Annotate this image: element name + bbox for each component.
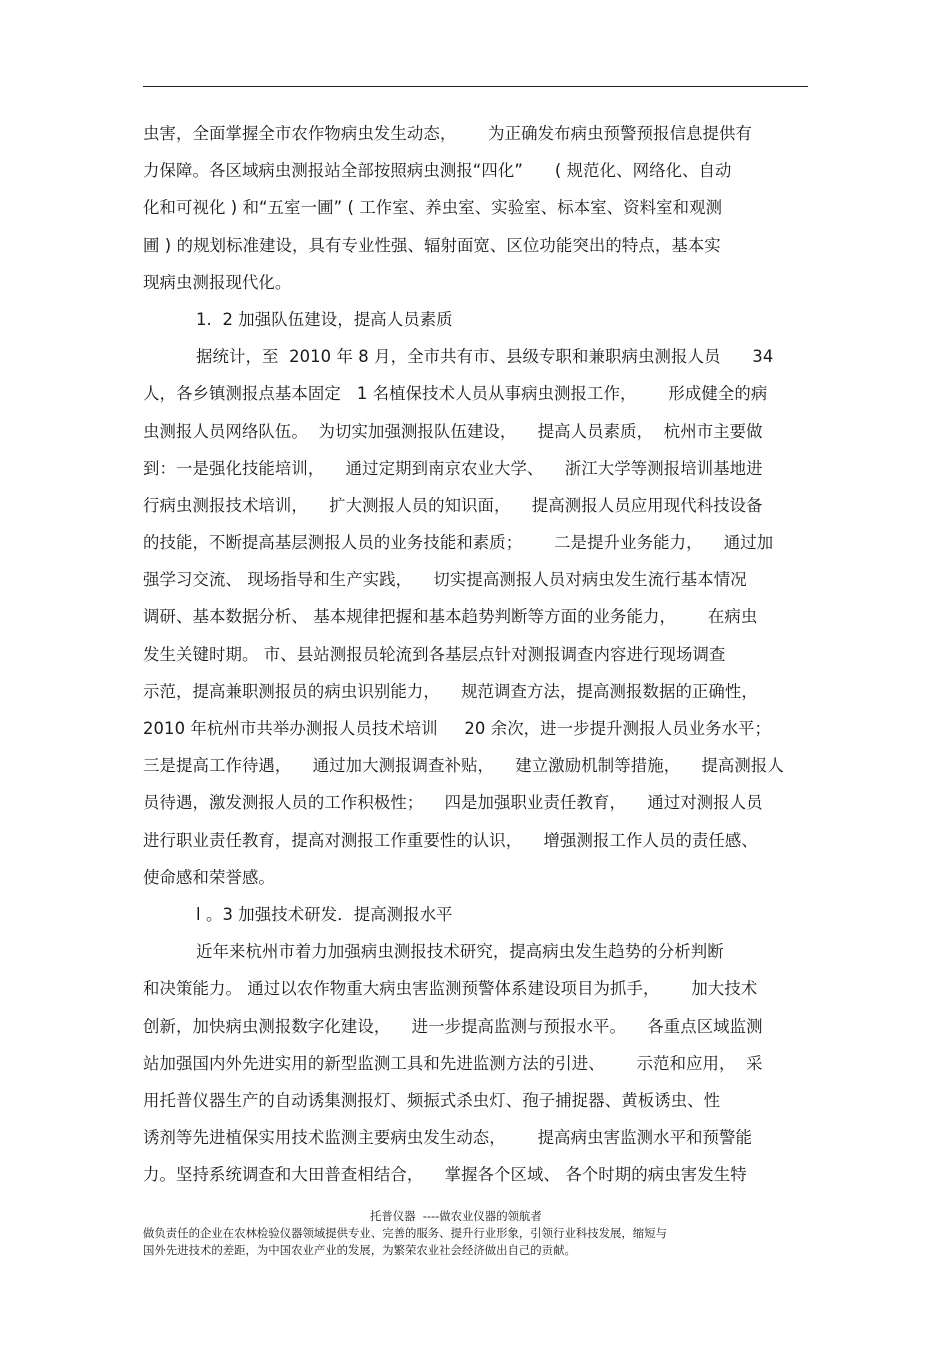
text-line: 的技能，不断提高基层测报人员的业务技能和素质； 二是提升业务能力， 通过加 — [143, 533, 774, 553]
text-line: 进行职业责任教育，提高对测报工作重要性的认识， 增强测报工作人员的责任感、 — [143, 830, 758, 850]
text-line: 发生关键时期。 市、县站测报员轮流到各基层点针对测报调查内容进行现场调查 — [143, 644, 726, 664]
text-line: 站加强国内外先进实用的新型监测工具和先进监测方法的引进、 示范和应用， 采 — [143, 1053, 763, 1073]
text-line: 示范，提高兼职测报员的病虫识别能力， 规范调查方法，提高测报数据的正确性， — [143, 681, 758, 701]
text-line: 用托普仪器生产的自动诱集测报灯、频振式杀虫灯、孢子捕捉器、黄板诱虫、性 — [143, 1090, 721, 1110]
text-line: 力保障。各区域病虫测报站全部按照病虫测报“四化” ( 规范化、网络化、自动 — [143, 161, 732, 181]
text-line: 调研、基本数据分析、 基本规律把握和基本趋势判断等方面的业务能力， 在病虫 — [143, 607, 758, 627]
text-line: 创新，加快病虫测报数字化建设， 进一步提高监测与预报水平。 各重点区域监测 — [143, 1016, 763, 1036]
text-line: 到：一是强化技能培训， 通过定期到南京农业大学、 浙江大学等测报培训基地进 — [143, 458, 763, 478]
document-body — [143, 115, 808, 1193]
text-line: 人，各乡镇测报点基本固定 1 名植保技术人员从事病虫测报工作， 形成健全的病 — [143, 384, 768, 404]
text-line: 虫测报人员网络队伍。 为切实加强测报队伍建设， 提高人员素质， 杭州市主要做 — [143, 421, 763, 441]
header-rule — [143, 86, 808, 87]
text-line: 诱剂等先进植保实用技术监测主要病虫发生动态， 提高病虫害监测水平和预警能 — [143, 1128, 753, 1148]
text-line: 化和可视化 ) 和“五室一圃” ( 工作室、养虫室、实验室、标本室、资料室和观测 — [143, 198, 723, 218]
footer-slogan-line: 做负责任的企业在农林检验仪器领域提供专业、完善的服务、提升行业形象，引领行业科技发展，缩短与 — [143, 1226, 667, 1240]
text-line: 三是提高工作待遇， 通过加大测报调查补贴， 建立激励机制等措施， 提高测报人 — [143, 756, 784, 776]
text-line: 强学习交流、 现场指导和生产实践， 切实提高测报人员对病虫发生流行基本情况 — [143, 570, 747, 590]
text-line: 据统计，至 2010 年 8 月，全市共有市、县级专职和兼职病虫测报人员 34 — [196, 347, 774, 367]
text-line: 现病虫测报现代化。 — [143, 272, 292, 292]
text-line: 近年来杭州市着力加强病虫测报技术研究，提高病虫发生趋势的分析判断 — [196, 942, 724, 962]
text-line: 使命感和荣誉感。 — [143, 867, 275, 887]
text-line: 2010 年杭州市共举办测报人员技术培训 20 余次，进一步提升测报人员业务水平； — [143, 719, 772, 738]
text-line: 员待遇，激发测报人员的工作积极性； 四是加强职业责任教育， 通过对测报人员 — [143, 793, 763, 813]
text-line: 虫害，全面掌握全市农作物病虫发生动态， 为正确发布病虫预警预报信息提供有 — [143, 124, 753, 143]
text-line: 和决策能力。 通过以农作物重大病虫害监测预警体系建设项目为抓手， 加大技术 — [143, 979, 758, 999]
section-heading: l 。3 加强技术研发．提高测报水平 — [196, 904, 453, 924]
text-line: 行病虫测报技术培训， 扩大测报人员的知识面， 提高测报人员应用现代科技设备 — [143, 495, 763, 515]
section-heading: 1. 2 加强队伍建设，提高人员素质 — [196, 309, 453, 329]
footer-title: 托普仪器 ----做农业仪器的领航者 — [370, 1209, 542, 1223]
page-footer — [143, 1208, 808, 1259]
footer-slogan-line: 国外先进技术的差距，为中国农业产业的发展，为繁荣农业社会经济做出自己的贡献。 — [143, 1243, 576, 1257]
text-line: 圃 ) 的规划标准建设，具有专业性强、辐射面宽、区位功能突出的特点，基本实 — [143, 235, 721, 255]
text-line: 力。坚持系统调查和大田普查相结合， 掌握各个区域、 各个时期的病虫害发生特 — [143, 1165, 747, 1185]
